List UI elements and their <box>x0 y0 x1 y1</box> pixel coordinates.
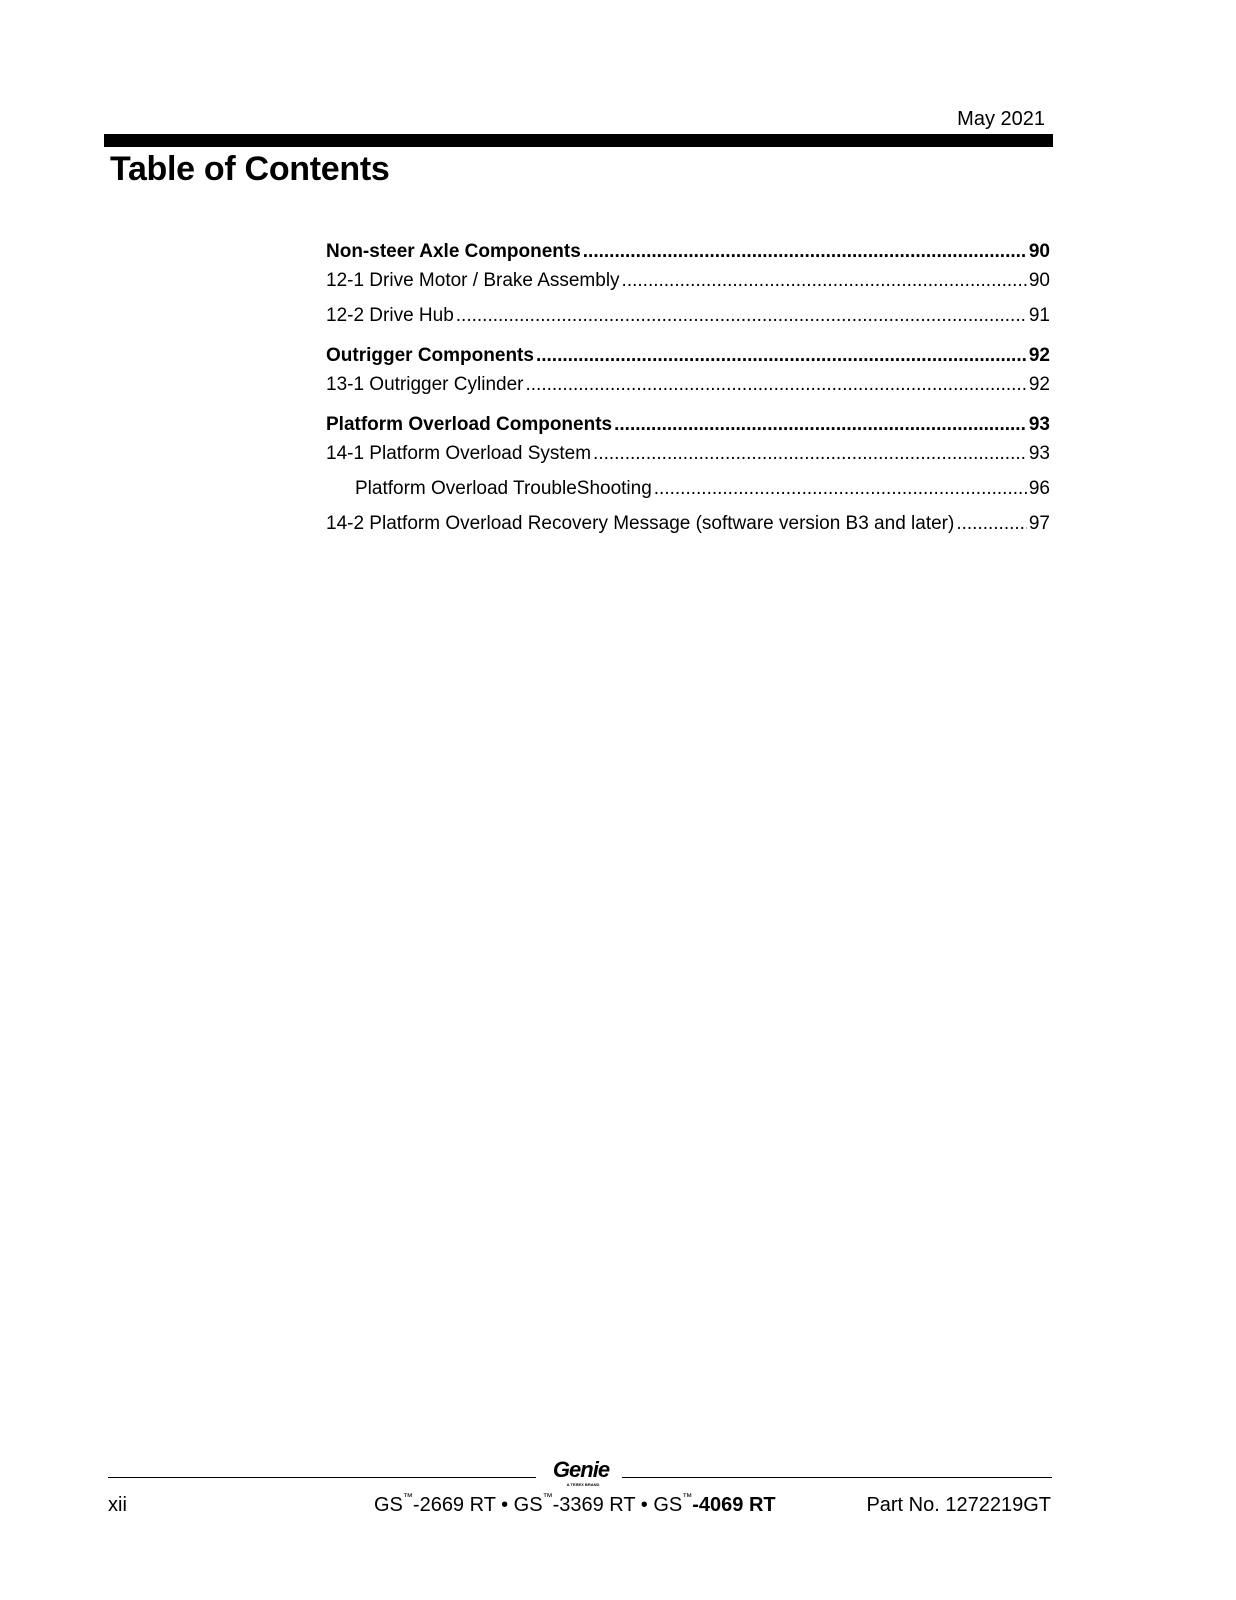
toc-item-entry[interactable] <box>326 304 1050 328</box>
header-date: May 2021 <box>957 108 1045 130</box>
toc-item-entry[interactable] <box>326 373 1050 397</box>
toc-entry-page: 91 <box>1028 305 1050 326</box>
toc-list <box>326 232 1050 536</box>
toc-entry-label: Non-steer Axle Components <box>326 241 581 262</box>
model-3-rest: -4069 RT <box>692 1494 776 1516</box>
toc-entry-page: 90 <box>1028 270 1050 291</box>
model-3-prefix: GS <box>653 1494 683 1516</box>
toc-entry-label: 12-1 Drive Motor / Brake Assembly <box>326 270 620 291</box>
toc-dot-leader <box>536 344 1027 368</box>
toc-entry-page: 93 <box>1028 414 1050 435</box>
model-2-rest: -3369 RT • <box>552 1494 654 1516</box>
model-2-prefix: GS <box>513 1494 543 1516</box>
toc-section-entry[interactable] <box>326 344 1050 368</box>
toc-dot-leader <box>654 477 1027 501</box>
toc-entry-label: 14-1 Platform Overload System <box>326 443 592 464</box>
footer-page-number: xii <box>108 1494 127 1516</box>
toc-entry-page: 92 <box>1028 374 1050 395</box>
genie-logo <box>546 1456 616 1488</box>
footer-models <box>374 1494 776 1517</box>
toc-item-entry[interactable] <box>326 512 1050 536</box>
toc-dot-leader <box>456 304 1027 328</box>
footer-rule-left <box>108 1477 536 1478</box>
model-1-tm: ™ <box>402 1492 413 1503</box>
model-1-prefix: GS <box>374 1494 403 1516</box>
toc-item-entry[interactable] <box>326 477 1050 501</box>
toc-entry-page: 93 <box>1028 443 1050 464</box>
toc-dot-leader <box>956 512 1027 536</box>
toc-dot-leader <box>525 373 1026 397</box>
header-rule <box>104 134 1053 147</box>
toc-entry-label: Platform Overload TroubleShooting <box>355 478 652 499</box>
genie-logo-subtext: A TEREX BRAND <box>566 1482 600 1487</box>
toc-dot-leader <box>614 413 1027 437</box>
toc-dot-leader <box>622 269 1027 293</box>
toc-entry-label: Outrigger Components <box>326 345 534 366</box>
genie-logo-text: Genie <box>552 1457 610 1482</box>
toc-item-entry[interactable] <box>326 269 1050 293</box>
model-2-tm: ™ <box>542 1492 553 1503</box>
toc-entry-page: 90 <box>1028 241 1050 262</box>
toc-entry-page: 97 <box>1028 513 1050 534</box>
page-title: Table of Contents <box>110 150 390 188</box>
toc-item-entry[interactable] <box>326 442 1050 466</box>
toc-entry-label: 14-2 Platform Overload Recovery Message (software version B3 and later) <box>326 513 955 534</box>
toc-dot-leader <box>583 240 1027 264</box>
toc-entry-label: Platform Overload Components <box>326 414 613 435</box>
toc-entry-page: 96 <box>1028 478 1050 499</box>
footer-part-number: Part No. 1272219GT <box>866 1494 1051 1516</box>
toc-section-entry[interactable] <box>326 413 1050 437</box>
toc-entry-page: 92 <box>1028 345 1050 366</box>
model-3-tm: ™ <box>682 1492 693 1503</box>
toc-entry-label: 13-1 Outrigger Cylinder <box>326 374 524 395</box>
toc-dot-leader <box>593 442 1027 466</box>
toc-section-entry[interactable] <box>326 240 1050 264</box>
model-1-rest: -2669 RT • <box>412 1494 514 1516</box>
toc-entry-label: 12-2 Drive Hub <box>326 305 454 326</box>
footer-rule-right <box>622 1477 1052 1478</box>
